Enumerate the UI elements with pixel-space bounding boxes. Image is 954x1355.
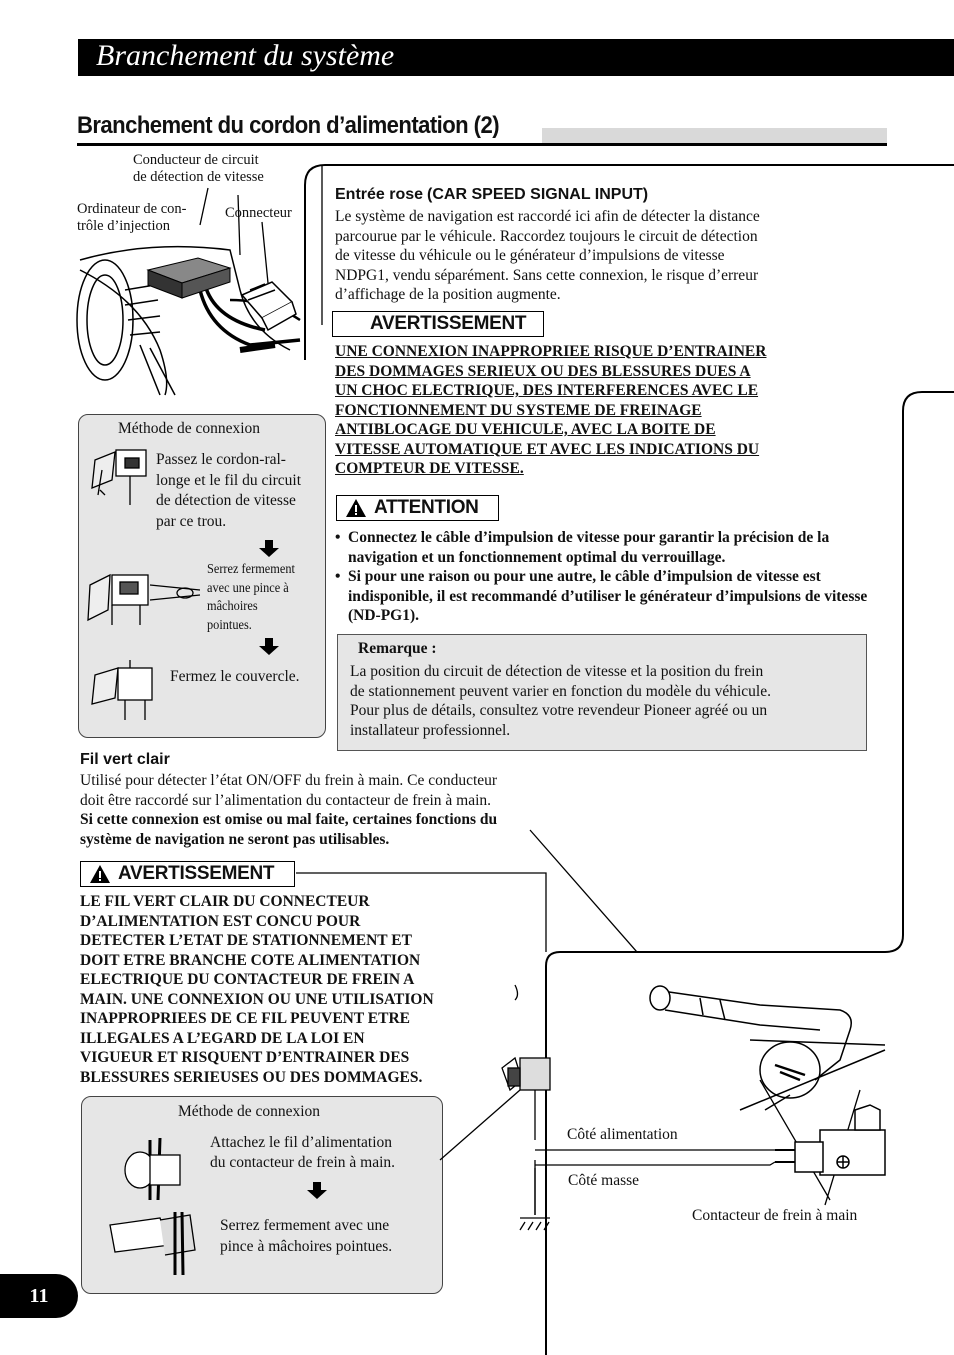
wire-bundle (240, 345, 275, 350)
warning2-label-box: AVERTISSEMENT (80, 861, 295, 887)
warning-triangle-icon (89, 864, 111, 884)
handbrake-illustration (650, 986, 885, 1110)
down-arrow-icon (259, 638, 279, 655)
page-number: 11 (0, 1274, 78, 1318)
down-arrow-icon (307, 1182, 327, 1199)
label-connector: Connecteur (225, 205, 292, 221)
remark-title: Remarque : (358, 640, 437, 657)
green-wire-heading: Fil vert clair (80, 751, 170, 768)
down-arrow-icon (259, 540, 279, 557)
section-title: Branchement du cordon d’alimentation (2) (77, 112, 500, 139)
label-brake-switch: Contacteur de frein à main (692, 1207, 858, 1224)
green-wire-body: Utilisé pour détecter l’état ON/OFF du frein à main. Ce conducteur doit être raccordé sur l’alimentation du contacteur de frein à main. Si cette connexion est omise ou mal faite, certaines fonctions du système de navigation ne seront pas utilisables. (80, 772, 498, 848)
attention-item: • Connectez le câble d’impulsion de vitesse pour garantir la précision de la navigation et un fonctionnement optimal du verrouillage. (335, 528, 875, 567)
method2-title: Méthode de connexion (178, 1103, 321, 1120)
pink-input-body: Le système de navigation est raccordé ici afin de détecter la distance parcourue par le véhicule. Raccordez toujours le circuit de détection de vitesse du véhicule ou le générateur d’impulsions de vitesse NDPG1, vendu séparément. Sans cette connexion, le risque d’erreur d’affichage de la position augmente. (335, 208, 760, 303)
wire-connector (502, 985, 550, 1090)
method2-illustrations (110, 1138, 195, 1275)
remark-text: La position du circuit de détection de vitesse et la position du frein de stationnement peuvent varier en fonction du modèle du véhicule. Pour plus de détails, consultez votre revendeur Pioneer agréé ou un installateur professionnel. (350, 663, 771, 739)
attention-item: • Si pour une raison ou pour une autre, le câble d’impulsion de vitesse est indisponible, il est recommandé d’utiliser le générateur d’impulsions de vitesse (ND-PG1). (335, 567, 875, 626)
attention-label-box: ATTENTION (336, 495, 499, 521)
brake-switch (775, 1105, 885, 1175)
method1-step1: Passez le cordon-ral- longe et le fil du circuit de détection de vitesse par ce trou. (156, 451, 302, 530)
method1-step2: Serrez fermement avec une pince à mâchoires pointues. (207, 562, 295, 633)
method1-title: Méthode de connexion (118, 420, 261, 437)
method2-step1: Attachez le fil d’alimentation du contacteur de frein à main. (210, 1134, 396, 1171)
label-power-side: Côté alimentation (567, 1126, 678, 1143)
method1-step3: Fermez le couvercle. (170, 668, 300, 685)
warning1-text: UNE CONNEXION INAPPROPRIEE RISQUE D’ENTRAINER DES DOMMAGES SERIEUX OU DES BLESSURES DUES A UN CHOC ELECTRIQUE, DES INTERFERENCES AVEC LE FONCTIONNEMENT DU SYSTEME DE FREINAGE ANTIBLOCAGE DU VEHICULE, AVEC LA BOITE DE VITESSE AUTOMATIQUE ET AVEC LES INDICATIONS DU COMPTEUR DE VITESSE. (335, 343, 767, 477)
warning2-text: LE FIL VERT CLAIR DU CONNECTEUR D’ALIMENTATION EST CONCU POUR DETECTER L’ETAT DE STATIONNEMENT ET DOIT ETRE BRANCHE COTE ALIMENTATION ELECTRIQUE DU CONTACTEUR DE FREIN A MAIN. UNE CONNEXION OU UNE UTILISATION INAPPROPRIEES DE CE FIL PEUVENT ETRE ILLEGALES A L’EGARD DE LA LOI EN VIGUEUR ET RISQUENT D’ENTRAINER DES BLESSURES SERIEUSES OU DES DOMMAGES. (80, 893, 434, 1086)
page-header-title: Branchement du système (96, 39, 395, 72)
ecu-box (148, 258, 230, 298)
connector-block (242, 282, 296, 330)
label-injection-computer: Ordinateur de con- trôle d’injection (77, 201, 187, 234)
warning-triangle-icon (345, 498, 367, 518)
label-ground-side: Côté masse (568, 1172, 640, 1189)
attention-list (335, 528, 875, 626)
pink-input-heading: Entrée rose (CAR SPEED SIGNAL INPUT) (335, 186, 649, 203)
section-title-shade (542, 128, 887, 144)
method2-step2: Serrez fermement avec une pince à mâchoires pointues. (220, 1217, 393, 1255)
warning1-label-box: AVERTISSEMENT (332, 311, 544, 337)
section-title-rule (77, 143, 887, 146)
label-speed-circuit: Conducteur de circuit de détection de vitesse (133, 152, 264, 185)
remark-box (337, 634, 867, 751)
